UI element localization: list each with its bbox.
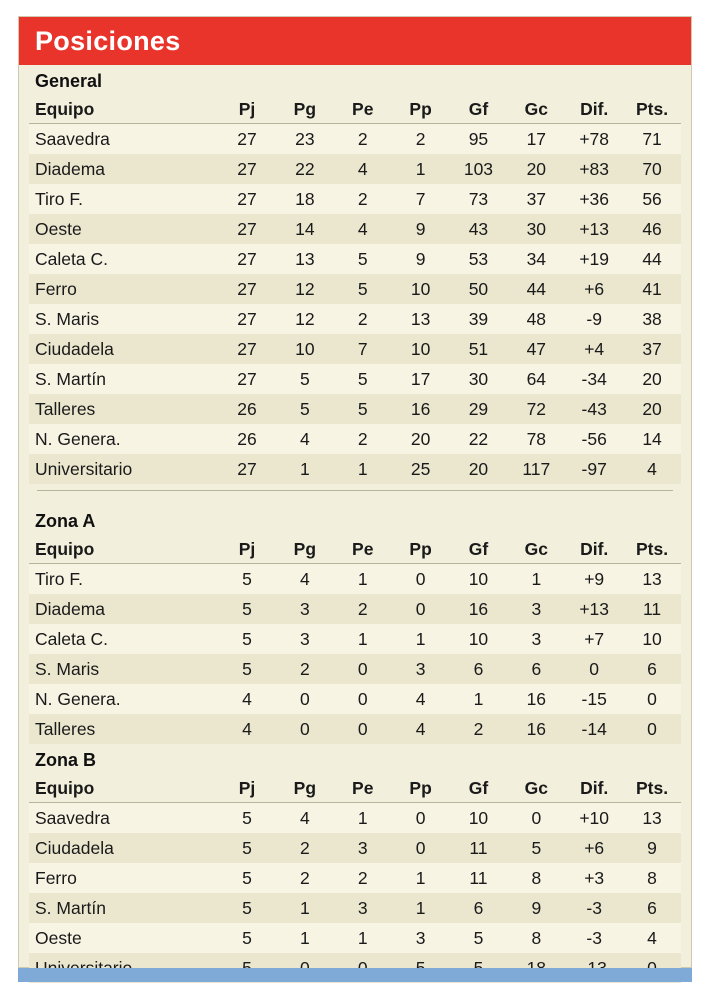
stat-cell: +6 [565,833,623,863]
table-row [29,833,681,863]
stat-cell: 71 [623,124,681,155]
table-row [29,624,681,654]
stat-cell: 4 [276,424,334,454]
stat-cell: 103 [450,154,508,184]
stat-cell: 6 [507,654,565,684]
team-name-cell: Tiro F. [29,564,218,595]
stat-cell: 7 [392,184,450,214]
stat-cell: 2 [334,124,392,155]
section-title: Zona B [35,750,96,770]
stat-cell: 56 [623,184,681,214]
stat-cell: 9 [507,893,565,923]
stat-cell: -3 [565,893,623,923]
table-row [29,154,681,184]
column-header: Pts. [623,534,681,564]
table-row [29,274,681,304]
stat-cell: 2 [276,654,334,684]
team-name-cell: Diadema [29,154,218,184]
stat-cell: 5 [218,654,276,684]
stat-cell: +9 [565,564,623,595]
stat-cell: 10 [450,564,508,595]
table-row [29,304,681,334]
table-row [29,803,681,834]
stat-cell: 16 [507,684,565,714]
column-header: Pj [218,94,276,124]
stat-cell: 12 [276,304,334,334]
stat-cell: 20 [623,394,681,424]
stat-cell: 1 [392,893,450,923]
stat-cell: 0 [507,803,565,834]
stat-cell: 47 [507,334,565,364]
stat-cell: 7 [334,334,392,364]
stat-cell: 8 [507,863,565,893]
table-row [29,684,681,714]
stat-cell: 51 [450,334,508,364]
stat-cell: 26 [218,424,276,454]
stat-cell: 0 [392,564,450,595]
stat-cell: 5 [276,364,334,394]
stat-cell: 5 [218,893,276,923]
stat-cell: 1 [392,863,450,893]
stat-cell: 16 [392,394,450,424]
stat-cell: 5 [507,833,565,863]
stat-cell: 27 [218,244,276,274]
table-row [29,214,681,244]
stat-cell: 8 [507,923,565,953]
stat-cell: 5 [334,364,392,394]
stat-cell: 4 [218,714,276,744]
stat-cell: 10 [392,334,450,364]
stat-cell: 12 [276,274,334,304]
stat-cell: 38 [623,304,681,334]
stat-cell: 1 [507,564,565,595]
stat-cell: 3 [334,833,392,863]
stat-cell: 11 [450,833,508,863]
stat-cell: 4 [392,714,450,744]
column-header: Pg [276,94,334,124]
stat-cell: 16 [507,714,565,744]
stat-cell: 20 [507,154,565,184]
stat-cell: 5 [218,833,276,863]
stat-cell: 2 [334,304,392,334]
stat-cell: 3 [276,624,334,654]
stat-cell: 22 [276,154,334,184]
stat-cell: 27 [218,304,276,334]
team-name-cell: Caleta C. [29,244,218,274]
stat-cell: 27 [218,364,276,394]
stat-cell: 72 [507,394,565,424]
column-header: Pts. [623,94,681,124]
column-header: Gc [507,773,565,803]
team-name-cell: S. Maris [29,304,218,334]
stat-cell: 1 [450,684,508,714]
stat-cell: 5 [218,923,276,953]
stat-cell: 2 [334,863,392,893]
stat-cell: 37 [623,334,681,364]
stat-cell: 0 [276,684,334,714]
standings-panel [18,16,692,968]
stat-cell: 2 [450,714,508,744]
stat-cell: 3 [507,624,565,654]
stat-cell: 13 [276,244,334,274]
stat-cell: 2 [392,124,450,155]
stat-cell: 53 [450,244,508,274]
stat-cell: +83 [565,154,623,184]
stat-cell: 13 [392,304,450,334]
stat-cell: 27 [218,454,276,484]
stat-cell: -3 [565,923,623,953]
column-header: Dif. [565,534,623,564]
stat-cell: 1 [334,803,392,834]
stat-cell: 1 [334,624,392,654]
table-header-row [29,773,681,803]
stat-cell: +6 [565,274,623,304]
column-header: Pg [276,534,334,564]
stat-cell: 27 [218,334,276,364]
team-name-cell: Universitario [29,454,218,484]
stat-cell: 0 [334,654,392,684]
stat-cell: 6 [623,893,681,923]
stat-cell: 4 [334,154,392,184]
stat-cell: 4 [623,923,681,953]
team-name-cell: Ferro [29,274,218,304]
stat-cell: 5 [334,274,392,304]
stat-cell: 0 [276,714,334,744]
stat-cell: 37 [507,184,565,214]
stat-cell: 2 [334,424,392,454]
stat-cell: 95 [450,124,508,155]
stat-cell: 4 [623,454,681,484]
column-header: Gf [450,534,508,564]
stat-cell: 3 [334,893,392,923]
team-name-cell: Caleta C. [29,624,218,654]
stat-cell: 2 [334,594,392,624]
column-header: Pj [218,773,276,803]
team-name-cell: Ferro [29,863,218,893]
stat-cell: 1 [276,454,334,484]
stat-cell: 78 [507,424,565,454]
stat-cell: 11 [450,863,508,893]
stat-cell: 73 [450,184,508,214]
column-header: Pts. [623,773,681,803]
stat-cell: 10 [450,624,508,654]
column-header: Gc [507,534,565,564]
stat-cell: +13 [565,594,623,624]
team-name-cell: Oeste [29,923,218,953]
stat-cell: 0 [392,803,450,834]
column-header: Equipo [29,773,218,803]
stat-cell: 5 [450,923,508,953]
stat-cell: 1 [392,624,450,654]
stat-cell: 3 [392,923,450,953]
stat-cell: 13 [623,803,681,834]
section-title: Zona A [35,511,96,531]
column-header: Gf [450,773,508,803]
stat-cell: 17 [392,364,450,394]
standings-section [29,744,681,983]
table-row [29,923,681,953]
stat-cell: 1 [276,923,334,953]
stat-cell: 5 [218,564,276,595]
stat-cell: 20 [623,364,681,394]
stat-cell: 9 [392,244,450,274]
stat-cell: 39 [450,304,508,334]
table-row [29,564,681,595]
team-name-cell: Ciudadela [29,833,218,863]
stat-cell: +13 [565,214,623,244]
section-title: General [35,71,103,91]
stat-cell: 25 [392,454,450,484]
stat-cell: 9 [392,214,450,244]
stat-cell: 4 [334,214,392,244]
stat-cell: 2 [276,833,334,863]
stat-cell: 5 [218,624,276,654]
stat-cell: +36 [565,184,623,214]
stat-cell: 3 [276,594,334,624]
stat-cell: 10 [450,803,508,834]
stat-cell: 0 [334,714,392,744]
stat-cell: 41 [623,274,681,304]
stat-cell: +3 [565,863,623,893]
column-header: Pe [334,773,392,803]
table-row [29,364,681,394]
table-row [29,714,681,744]
stat-cell: 30 [507,214,565,244]
stat-cell: 5 [276,394,334,424]
stat-cell: 13 [623,564,681,595]
team-name-cell: Tiro F. [29,184,218,214]
stat-cell: 10 [276,334,334,364]
column-header: Dif. [565,94,623,124]
stat-cell: 4 [276,803,334,834]
footer-bar [18,968,692,982]
column-header: Pj [218,534,276,564]
stat-cell: 26 [218,394,276,424]
table-header-row [29,534,681,564]
team-name-cell: Oeste [29,214,218,244]
table-row [29,893,681,923]
stat-cell: +19 [565,244,623,274]
stat-cell: 4 [276,564,334,595]
stat-cell: 9 [623,833,681,863]
stat-cell: 14 [276,214,334,244]
table-row [29,424,681,454]
stat-cell: 27 [218,214,276,244]
column-header: Pp [392,773,450,803]
table-row [29,863,681,893]
table-row [29,334,681,364]
team-name-cell: N. Genera. [29,424,218,454]
stat-cell: -56 [565,424,623,454]
team-name-cell: Diadema [29,594,218,624]
stat-cell: 1 [334,454,392,484]
stat-cell: 3 [507,594,565,624]
stat-cell: 0 [565,654,623,684]
team-name-cell: Saavedra [29,803,218,834]
table-row [29,594,681,624]
table-row [29,394,681,424]
column-header: Equipo [29,94,218,124]
column-header: Dif. [565,773,623,803]
team-name-cell: S. Martín [29,364,218,394]
stat-cell: 5 [334,394,392,424]
stat-cell: 46 [623,214,681,244]
stat-cell: 23 [276,124,334,155]
spacer [29,491,681,505]
stat-cell: 48 [507,304,565,334]
stat-cell: 44 [507,274,565,304]
stat-cell: 27 [218,124,276,155]
stat-cell: 0 [392,833,450,863]
stat-cell: 2 [276,863,334,893]
table-row [29,454,681,484]
stat-cell: 1 [276,893,334,923]
stat-cell: 27 [218,274,276,304]
table-row [29,184,681,214]
column-header: Gc [507,94,565,124]
standings-section [29,505,681,744]
stat-cell: -97 [565,454,623,484]
stat-cell: +10 [565,803,623,834]
stat-cell: -14 [565,714,623,744]
table-row [29,654,681,684]
stat-cell: 5 [218,594,276,624]
stat-cell: 10 [623,624,681,654]
stat-cell: 17 [507,124,565,155]
column-header: Gf [450,94,508,124]
stat-cell: 1 [334,923,392,953]
column-header: Pp [392,94,450,124]
stat-cell: 117 [507,454,565,484]
stat-cell: 50 [450,274,508,304]
standings-section [29,65,681,505]
sections-container [19,65,691,983]
standings-table [29,94,681,484]
stat-cell: 5 [218,863,276,893]
column-header: Pg [276,773,334,803]
stat-cell: 1 [334,564,392,595]
column-header: Pe [334,534,392,564]
stat-cell: 34 [507,244,565,274]
team-name-cell: Talleres [29,394,218,424]
stat-cell: -15 [565,684,623,714]
stat-cell: +7 [565,624,623,654]
stat-cell: 10 [392,274,450,304]
stat-cell: 5 [218,803,276,834]
stat-cell: 27 [218,184,276,214]
column-header: Pp [392,534,450,564]
stat-cell: 64 [507,364,565,394]
stat-cell: 14 [623,424,681,454]
stat-cell: 3 [392,654,450,684]
stat-cell: 18 [276,184,334,214]
stat-cell: +4 [565,334,623,364]
column-header: Pe [334,94,392,124]
stat-cell: 6 [623,654,681,684]
stat-cell: 4 [392,684,450,714]
page-title: Posiciones [35,25,181,56]
stat-cell: 44 [623,244,681,274]
stat-cell: 20 [450,454,508,484]
stat-cell: 43 [450,214,508,244]
stat-cell: 0 [623,714,681,744]
stat-cell: 70 [623,154,681,184]
team-name-cell: S. Martín [29,893,218,923]
standings-table [29,773,681,983]
stat-cell: -34 [565,364,623,394]
stat-cell: 2 [334,184,392,214]
stat-cell: 6 [450,893,508,923]
stat-cell: 0 [623,684,681,714]
stat-cell: 6 [450,654,508,684]
stat-cell: 4 [218,684,276,714]
stat-cell: 20 [392,424,450,454]
stat-cell: 22 [450,424,508,454]
stat-cell: 1 [392,154,450,184]
team-name-cell: S. Maris [29,654,218,684]
stat-cell: 30 [450,364,508,394]
stat-cell: +78 [565,124,623,155]
column-header: Equipo [29,534,218,564]
team-name-cell: Talleres [29,714,218,744]
stat-cell: 16 [450,594,508,624]
team-name-cell: Ciudadela [29,334,218,364]
panel-header [19,17,691,65]
table-header-row [29,94,681,124]
stat-cell: 11 [623,594,681,624]
table-row [29,124,681,155]
stat-cell: -9 [565,304,623,334]
stat-cell: 27 [218,154,276,184]
stat-cell: 29 [450,394,508,424]
team-name-cell: N. Genera. [29,684,218,714]
standings-table [29,534,681,744]
stat-cell: 5 [334,244,392,274]
stat-cell: -43 [565,394,623,424]
stat-cell: 8 [623,863,681,893]
table-row [29,244,681,274]
stat-cell: 0 [392,594,450,624]
stat-cell: 0 [334,684,392,714]
team-name-cell: Saavedra [29,124,218,155]
